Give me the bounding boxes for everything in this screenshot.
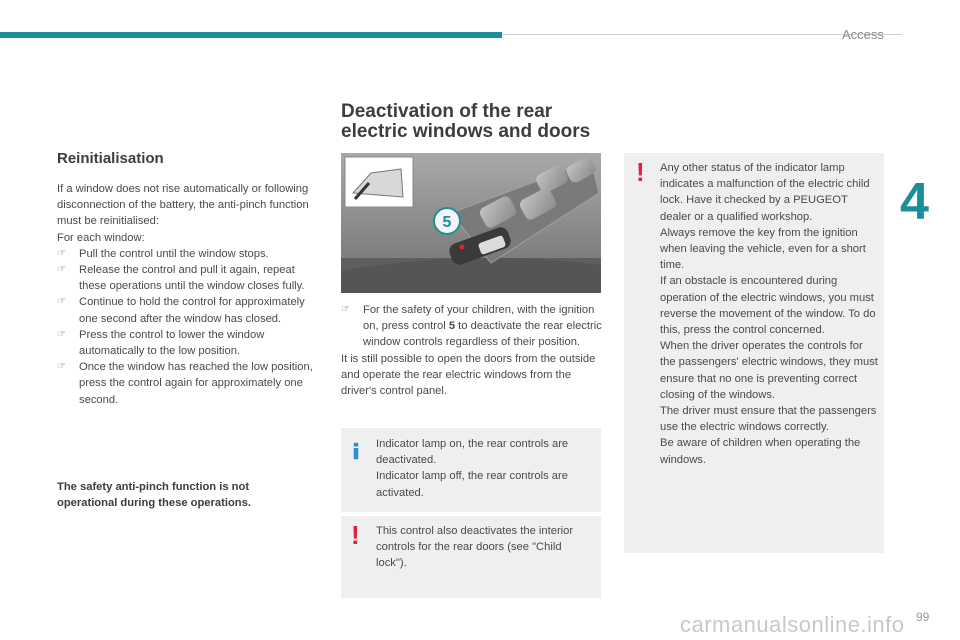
reinitialisation-heading: Reinitialisation bbox=[57, 150, 164, 167]
warning-paragraph: If an obstacle is encountered during operation of the electric windows, you must reverse the movement of the window. To do this, press the control concerned. bbox=[660, 275, 876, 337]
warning-paragraph: The driver must ensure that the passengers use the electric windows correctly. bbox=[660, 405, 877, 434]
reinitialisation-steps bbox=[57, 246, 323, 408]
deactivation-bullet bbox=[341, 302, 603, 351]
bullet-text-post: to deactivate the rear electric window controls regardless of their position. bbox=[363, 320, 602, 349]
deactivation-heading: Deactivation of the rear electric windows and doors bbox=[341, 101, 591, 142]
warning-paragraph: Always remove the key from the ignition when leaving the vehicle, even for a short time. bbox=[660, 226, 866, 272]
deactivation-paragraph: It is still possible to open the doors from the outside and operate the rear electric windows from the driver's control panel. bbox=[341, 352, 596, 398]
reinitialisation-intro: If a window does not rise automatically or following disconnection of the battery, the anti-pinch function must be reinitialised: bbox=[57, 183, 309, 228]
door-panel-photo bbox=[341, 153, 601, 293]
reinitialisation-section bbox=[57, 150, 323, 408]
step-item: ☞ Continue to hold the control for approximately one second after the window has closed. bbox=[57, 294, 323, 326]
step-item: ☞ Press the control to lower the window automatically to the low position. bbox=[57, 327, 323, 359]
header-accent-bar bbox=[0, 32, 502, 38]
door-panel-illustration bbox=[341, 153, 601, 293]
step-item: ☞ Once the window has reached the low position, press the control again for approximately one second. bbox=[57, 359, 323, 408]
control-number: 5 bbox=[448, 320, 456, 333]
info-line-2: Indicator lamp off, the rear controls are activated. bbox=[376, 470, 568, 499]
info-icon bbox=[353, 440, 359, 462]
deactivation-text bbox=[341, 302, 603, 399]
page-number: 99 bbox=[916, 610, 930, 624]
chapter-number: 4 bbox=[900, 173, 929, 231]
warning-icon: ! bbox=[636, 157, 645, 187]
step-item: ☞ Release the control and pull it again, repeat these operations until the window closes fully. bbox=[57, 262, 323, 294]
step-item: ☞ Pull the control until the window stops. bbox=[57, 246, 323, 262]
warning-box-safety bbox=[624, 153, 884, 553]
warning-paragraph: Any other status of the indicator lamp indicates a malfunction of the electric child lock. Have it checked by a PEUGEOT dealer or a qualified workshop. bbox=[660, 162, 870, 223]
reinitialisation-lead: For each window: bbox=[57, 231, 145, 244]
section-title: Access bbox=[842, 27, 884, 42]
warning-icon: ! bbox=[351, 520, 360, 550]
warning-paragraph: When the driver operates the controls for the passengers' electric windows, they must ensure that no one is preventing correct closing of the windows. bbox=[660, 340, 878, 401]
photo-callout-number: 5 bbox=[442, 214, 452, 231]
warning-box-child-lock bbox=[341, 516, 601, 598]
info-line-1: Indicator lamp on, the rear controls are deactivated. bbox=[376, 438, 569, 467]
bullet-text-pre: For the safety of your children, with the ignition on, press control bbox=[363, 304, 595, 333]
watermark: carmanualsonline.info bbox=[680, 612, 905, 637]
warning-paragraph: Be aware of children when operating the windows. bbox=[660, 437, 861, 466]
safety-note: The safety anti-pinch function is not operational during these operations. bbox=[57, 481, 251, 510]
info-box bbox=[341, 428, 601, 512]
warning-text: This control also deactivates the interior controls for the rear doors (see "Child lock"). bbox=[376, 525, 574, 570]
deactivation-bullets bbox=[341, 302, 603, 351]
